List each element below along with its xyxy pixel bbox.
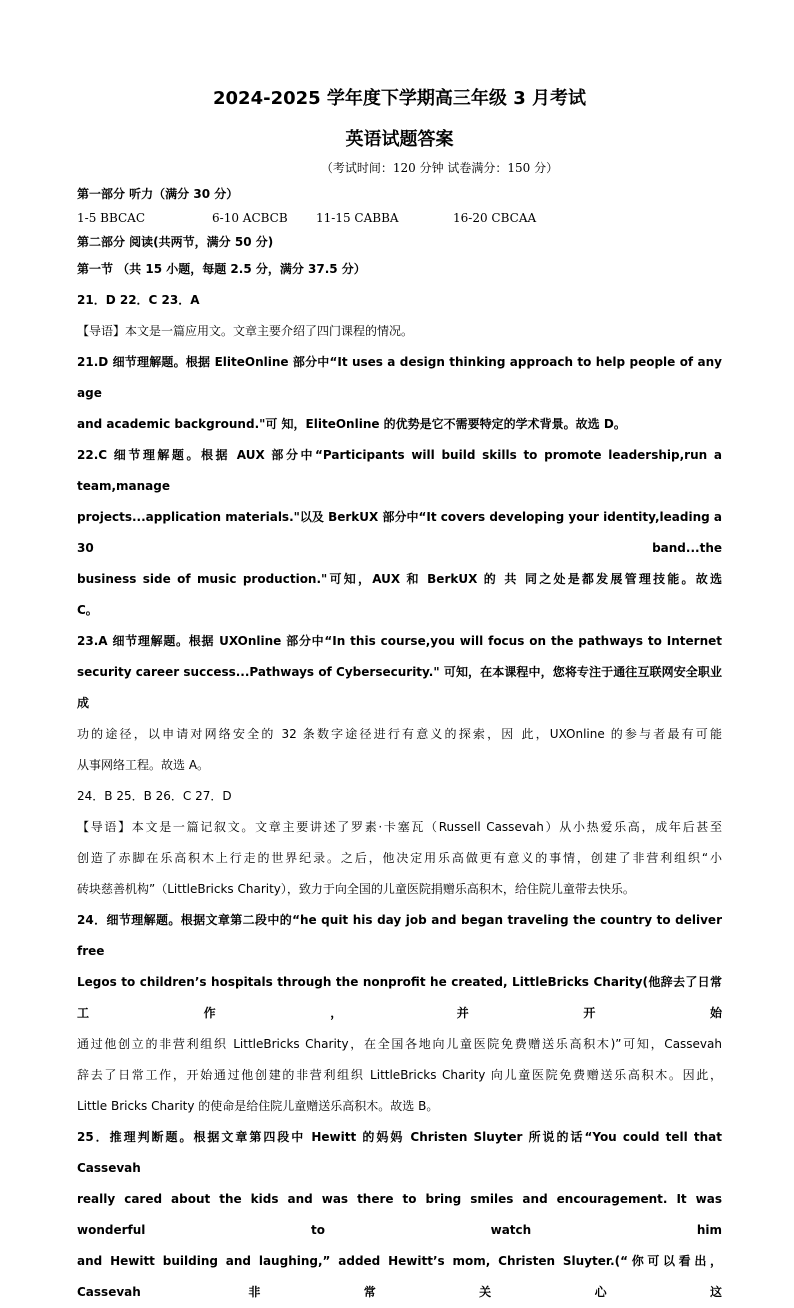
exam-info: （考试时间：120 分钟 试卷满分：150 分） [320,161,559,175]
q22-line-4: C。 [77,603,98,617]
q24-line-1: 24．细节理解题。根据文章第二段中的“he quit his day job and began traveling the country to deliver free [77,913,722,958]
answer-key-title: 英语试题答案 [345,129,454,150]
exam-title: 2024-2025 学年度下学期高三年级 3 月考试 [213,88,586,109]
q22-line-3: business side of music production."可知，AUX 和 BerkUX 的 共 同之处是都发展管理技能。故选 [77,572,722,586]
q24-line-3: 通过他创立的非营利组织 LittleBricks Charity，在全国各地向儿童医院免费赠送乐高积木)”可知，Cassevah [77,1037,722,1051]
answer-range-2: 6-10 ACBCB [212,211,288,225]
group-b-guide-line-3: 砖块慈善机构”（LittleBricks Charity），致力于向全国的儿童医院捐赠乐高积木，给住院儿童带去快乐。 [77,882,635,896]
group-b-guide-line-1: 【导语】本文是一篇记叙文。文章主要讲述了罗素·卡塞瓦（Russell Cassevah）从小热爱乐高，成年后甚至 [77,820,722,834]
q23-line-2: security career success...Pathways of Cybersecurity." 可知，在本课程中，您将专注于通往互联网安全职业成 [77,665,722,710]
part1-heading: 第一部分 听力（满分 30 分） [77,187,239,201]
q21-line-1: 21.D 细节理解题。根据 EliteOnline 部分中“It uses a design thinking approach to help people of any age [77,355,722,400]
answer-range-1: 1-5 BBCAC [77,211,146,225]
group-b-guide-line-2: 创造了赤脚在乐高积木上行走的世界纪录。之后，他决定用乐高做更有意义的事情，创建了非营利组织“小 [77,851,722,865]
q24-line-4: 辞去了日常工作，开始通过他创建的非营利组织 LittleBricks Charity 向儿童医院免费赠送乐高积木。因此， [77,1068,722,1082]
group-b-answers: 24．B 25．B 26．C 27．D [77,789,232,803]
q23-line-1: 23.A 细节理解题。根据 UXOnline 部分中“In this course,you will focus on the pathways to Internet [77,634,722,648]
part1-answers [77,206,722,230]
q25-line-3: and Hewitt building and laughing,” added Hewitt’s mom, Christen Sluyter.(“你可以看出，Cassevah 非常关心这 [77,1254,722,1299]
group-a-guide: 【导语】本文是一篇应用文。文章主要介绍了四门课程的情况。 [77,324,414,338]
q24-line-2: Legos to children’s hospitals through the nonprofit he created, LittleBricks Charity(他辞去了日常工作，并开始 [77,975,722,1020]
answer-range-4: 16-20 CBCAA [453,211,537,225]
q25-line-2: really cared about the kids and was there to bring smiles and encouragement. It was wonderful to watch him [77,1192,722,1237]
q22-line-1: 22.C 细节理解题。根据 AUX 部分中“Participants will build skills to promote leadership,run a team,manage [77,448,722,493]
group-a-answers: 21．D 22．C 23．A [77,293,200,307]
answer-range-3: 11-15 CABBA [316,211,399,225]
section1-heading: 第一节 （共 15 小题，每题 2.5 分，满分 37.5 分） [77,262,366,276]
q24-line-5: Little Bricks Charity 的使命是给住院儿童赠送乐高积木。故选 B。 [77,1099,439,1113]
q22-line-2: projects...application materials."以及 BerkUX 部分中“It covers developing your identity,leading a 30 band...the [77,510,722,555]
q23-line-4: 从事网络工程。故选 A。 [77,758,210,772]
q25-line-1: 25．推理判断题。根据文章第四段中 Hewitt 的妈妈 Christen Sluyter 所说的话“You could tell that Cassevah [77,1130,722,1175]
part2-heading: 第二部分 阅读(共两节，满分 50 分) [77,235,274,249]
answer-document [77,84,722,1308]
q23-line-3: 功的途径，以申请对网络安全的 32 条数字途径进行有意义的探索，因 此，UXOnline 的参与者最有可能 [77,727,722,741]
q21-line-2: and academic background."可 知，EliteOnline 的优势是它不需要特定的学术背景。故选 D。 [77,417,626,431]
